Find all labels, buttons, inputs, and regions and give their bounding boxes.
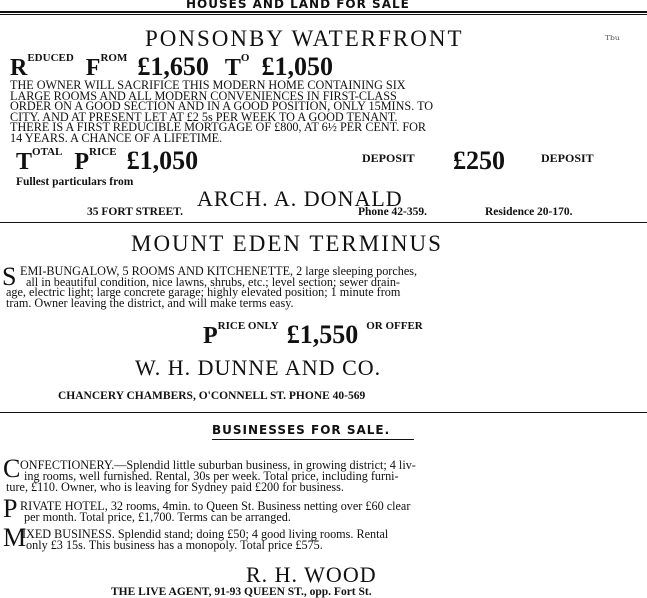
small-caps-text: OR OFFER [366,320,423,332]
agent-phone: Phone 42-359. [358,206,427,218]
ad-title: MOUNT EDEN TERMINUS [131,231,443,256]
ad-body [6,264,418,311]
body-line: tram. Owner leaving the district, and will make terms easy. [6,296,294,311]
drop-letter: T [16,149,33,175]
body-line: per month. Total price, £1,700. Terms can be arranged. [24,510,291,524]
body-line: RIVATE HOTEL, 32 rooms, 4min. to Queen St. Business netting over £60 clear [20,499,411,513]
body-line: 14 YEARS. A CHANCE OF A LIFETIME. [10,130,223,145]
small-caps-text: ROM [100,52,128,64]
ad-title: PONSONBY WATERFRONT [145,26,464,51]
agent-address: CHANCERY CHAMBERS, O'CONNELL ST. PHONE 40-569 [58,390,366,402]
agent-residence: Residence 20-170. [485,206,573,218]
section-header-businesses: BUSINESSES FOR SALE. [212,423,391,437]
body-line: age, electric light; large concrete garage; highly elevated position; 1 minute from [6,285,401,300]
divider [0,11,647,13]
agent-name: W. H. DUNNE AND CO. [135,355,382,380]
body-line: IXED BUSINESS. Splendid stand; doing £50; 4 good living rooms. Rental [22,527,389,541]
drop-cap: C [3,454,21,483]
drop-letter: T [224,55,241,81]
section-header-houses: HOUSES AND LAND FOR SALE [186,0,410,11]
drop-letter: F [85,55,101,81]
body-line: all in beautiful condition, nice lawns, shrubs, etc.; level section; sewer drain- [26,274,400,289]
drop-cap: P [3,494,18,523]
body-line: CITY. AND AT PRESENT LET AT £2 5s PER WEEK TO A GOOD TENANT. [10,109,398,124]
reduced-price: £1,050 [261,52,333,81]
body-line: LARGE ROOMS AND ALL MODERN CONVENIENCES IN FIRST-CLASS [10,88,397,103]
divider [0,14,647,15]
body-line: ORDER ON A GOOD SECTION AND IN A GOOD POSITION, ONLY 15MINS. TO [10,99,434,113]
drop-cap: M [3,523,27,552]
agent-name: ARCH. A. DONALD [197,186,403,211]
body-line: ture, £110. Owner, who is leaving for Sydney paid £200 for business. [6,480,344,494]
total-price-line [16,146,198,176]
divider [0,222,647,223]
original-price: £1,650 [137,52,209,81]
business-listing [6,458,416,494]
business-listing [20,501,410,523]
deposit-label: DEPOSIT [541,151,594,165]
header-underline [212,439,414,440]
drop-letter: P [203,323,218,349]
drop-letter: R [10,55,28,81]
small-caps-text: O [240,52,250,64]
small-caps-text: OTAL [32,146,63,158]
body-line: THE OWNER WILL SACRIFICE THIS MODERN HOME CONTAINING SIX [10,78,406,92]
price-line [203,320,423,350]
agent-name: R. H. WOOD [246,562,377,587]
asking-price: £1,550 [286,320,359,349]
deposit-amount: £250 [453,146,505,175]
deposit-label: DEPOSIT [362,151,415,165]
body-line: ing rooms, well furnished. Rental, 30s per week. Total price, including furni- [24,469,399,483]
divider [0,412,647,413]
body-line: only £3 15s. This business has a monopoly. Total price £575. [26,538,323,552]
body-line: EMI-BUNGALOW, 5 ROOMS AND KITCHENETTE, 2 large sleeping porches, [20,264,418,278]
body-line: ONFECTIONERY.—Splendid little suburban business, in growing district; 4 liv- [20,458,416,472]
small-caps-text: RICE ONLY [217,320,279,332]
total-price: £1,050 [126,146,199,175]
drop-letter: P [74,149,90,175]
agent-address: 35 FORT STREET. [87,206,183,218]
particulars-text: Fullest particulars from [16,176,134,188]
business-listing [22,529,388,551]
body-line: THERE IS A FIRST REDUCIBLE MORTGAGE OF £800, AT 6½ PER CENT. FOR [10,120,427,134]
stamp-mark: ᵀᵇᵘ [605,33,620,47]
ad-body [10,80,433,143]
agent-address: THE LIVE AGENT, 91-93 QUEEN ST., opp. Fort St. [111,586,372,598]
small-caps-text: RICE [89,146,117,158]
drop-cap: S [2,262,17,291]
small-caps-text: EDUCED [27,52,74,64]
